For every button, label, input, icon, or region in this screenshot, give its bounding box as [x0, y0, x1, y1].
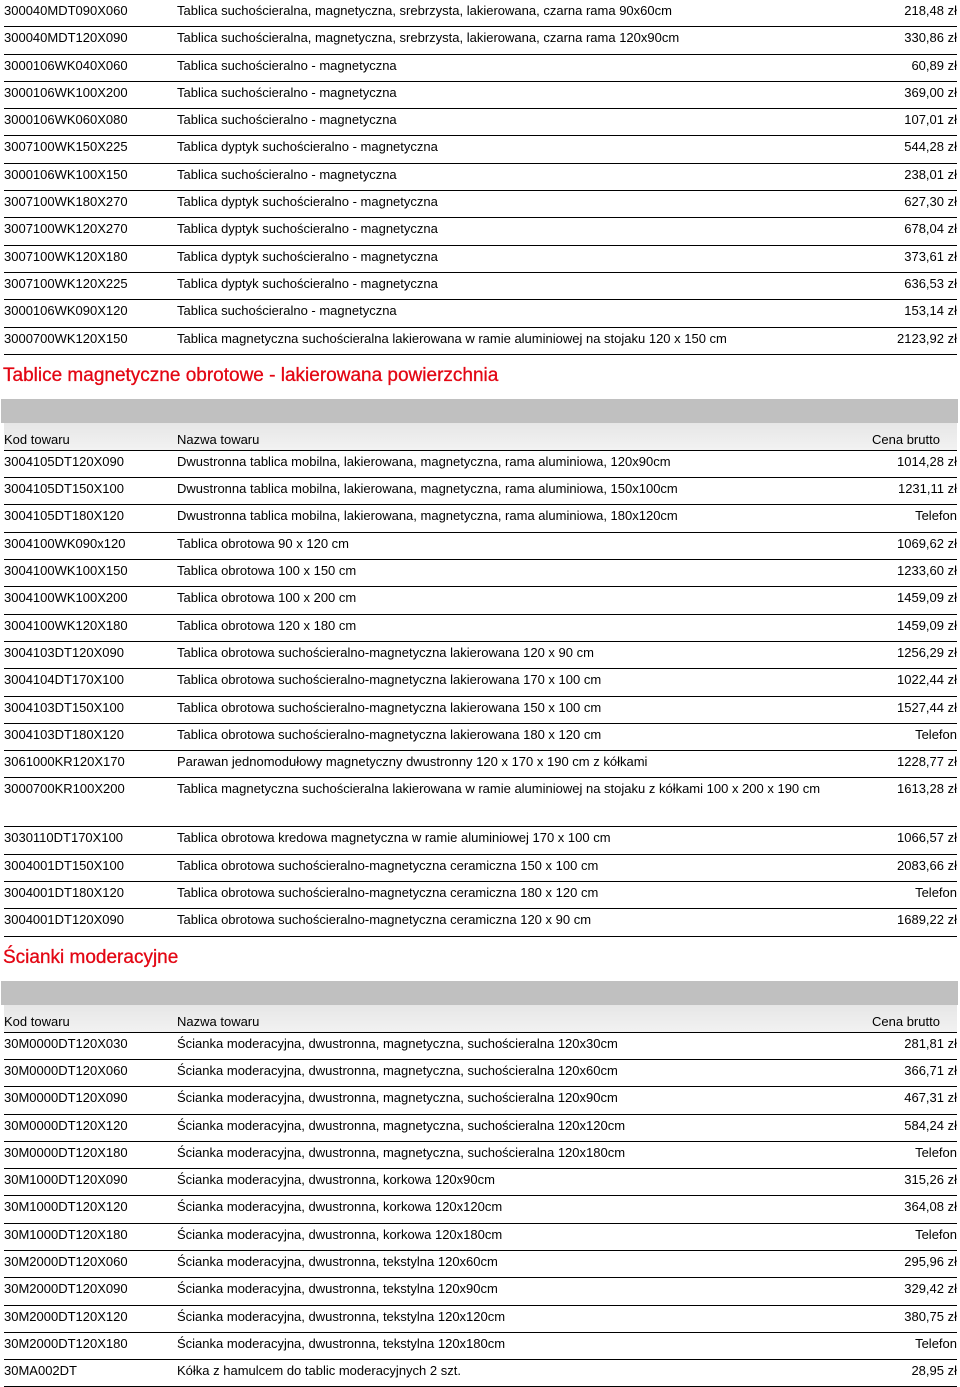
product-price: 584,24 zł [904, 1117, 957, 1133]
header-code: Kod towaru [4, 1013, 70, 1029]
table-row [4, 451, 957, 478]
table-row [4, 615, 957, 642]
product-code: 30M2000DT120X180 [4, 1335, 128, 1351]
product-name: Tablica obrotowa suchościeralno-magnetyczna ceramiczna 150 x 100 cm [177, 857, 599, 873]
product-price: 364,08 zł [904, 1199, 957, 1215]
product-code: 3000700WK120X150 [4, 330, 128, 346]
product-price: Telefon [915, 508, 957, 524]
product-name: Tablica suchościeralno - magnetyczna [177, 303, 397, 319]
product-price: 281,81 zł [904, 1035, 957, 1051]
product-code: 3004100WK100X150 [4, 563, 128, 579]
table-row [4, 109, 957, 136]
product-name: Tablica obrotowa 100 x 150 cm [177, 563, 357, 579]
product-code: 3030110DT170X100 [4, 830, 124, 846]
product-code: 3004105DT120X090 [4, 453, 124, 469]
product-name: Tablica magnetyczna suchościeralna lakierowana w ramie aluminiowej na stojaku z kółkami 100 x 200 x 190 cm [177, 781, 821, 797]
product-price: Telefon [915, 1226, 957, 1242]
product-code: 30M1000DT120X090 [4, 1172, 128, 1188]
product-code: 30M0000DT120X090 [4, 1090, 128, 1106]
product-name: Kółka z hamulcem do tablic moderacyjnych 2 szt. [177, 1363, 461, 1379]
product-price: Telefon [915, 885, 957, 901]
product-code: 30M2000DT120X060 [4, 1253, 128, 1269]
product-name: Tablica obrotowa kredowa magnetyczna w ramie aluminiowej 170 x 100 cm [177, 830, 611, 846]
product-name: Tablica dyptyk suchościeralno - magnetyczna [177, 248, 438, 264]
product-name: Tablica obrotowa suchościeralno-magnetyczna ceramiczna 180 x 120 cm [177, 885, 599, 901]
product-name: Tablica obrotowa suchościeralno-magnetyczna lakierowana 150 x 100 cm [177, 699, 602, 715]
product-code: 3061000KR120X170 [4, 754, 125, 770]
product-price: 315,26 zł [904, 1172, 957, 1188]
product-name: Parawan jednomodułowy magnetyczny dwustronny 120 x 170 x 190 cm z kółkami [177, 754, 648, 770]
table-row [4, 1278, 957, 1305]
table-row [4, 328, 957, 355]
product-code: 3000700KR100X200 [4, 781, 125, 797]
product-code: 30M0000DT120X060 [4, 1062, 128, 1078]
product-code: 30M1000DT120X180 [4, 1226, 128, 1242]
product-name: Dwustronna tablica mobilna, lakierowana, magnetyczna, rama aluminiowa, 150x100cm [177, 481, 678, 497]
product-price: 295,96 zł [904, 1253, 957, 1269]
table-row [4, 1333, 957, 1360]
section-title-moderation-walls: Ścianki moderacyjne [3, 946, 179, 968]
table-row [4, 909, 957, 936]
product-price: 369,00 zł [904, 84, 957, 100]
product-price: 330,86 zł [904, 30, 957, 46]
product-name: Ścianka moderacyjna, dwustronna, magnetyczna, suchościeralna 120x120cm [177, 1117, 626, 1133]
table-row [4, 882, 957, 909]
product-name: Ścianka moderacyjna, dwustronna, korkowa 120x120cm [177, 1199, 503, 1215]
product-code: 3004001DT180X120 [4, 885, 124, 901]
product-name: Ścianka moderacyjna, dwustronna, tekstylna 120x90cm [177, 1281, 498, 1297]
product-name: Tablica suchościeralno - magnetyczna [177, 57, 397, 73]
product-name: Tablica obrotowa 100 x 200 cm [177, 590, 357, 606]
product-price: 1069,62 zł [897, 535, 957, 551]
product-price: 1014,28 zł [897, 453, 957, 469]
product-name: Dwustronna tablica mobilna, lakierowana, magnetyczna, rama aluminiowa, 180x120cm [177, 508, 678, 524]
product-name: Tablica obrotowa suchościeralno-magnetyczna lakierowana 180 x 120 cm [177, 726, 602, 742]
table-row [4, 697, 957, 724]
table-row [4, 478, 957, 505]
product-price: 544,28 zł [904, 139, 957, 155]
product-price: 1689,22 zł [897, 912, 957, 928]
product-price: 366,71 zł [904, 1062, 957, 1078]
table-row [4, 82, 957, 109]
table-row [4, 533, 957, 560]
table-row [4, 273, 957, 300]
product-code: 3007100WK150X225 [4, 139, 128, 155]
product-code: 3004103DT120X090 [4, 644, 124, 660]
header-band [1, 399, 958, 423]
table-header [4, 423, 957, 451]
product-price: 636,53 zł [904, 275, 957, 291]
product-name: Ścianka moderacyjna, dwustronna, tekstylna 120x60cm [177, 1253, 498, 1269]
product-price: 1233,60 zł [897, 563, 957, 579]
table-row [4, 751, 957, 778]
product-code: 3004100WK120X180 [4, 617, 128, 633]
product-price: 1459,09 zł [897, 590, 957, 606]
product-price: 2123,92 zł [897, 330, 957, 346]
product-name: Ścianka moderacyjna, dwustronna, korkowa 120x90cm [177, 1172, 495, 1188]
product-name: Ścianka moderacyjna, dwustronna, magnetyczna, suchościeralna 120x60cm [177, 1062, 618, 1078]
table-header [4, 1005, 957, 1033]
product-code: 3004105DT150X100 [4, 481, 124, 497]
table-row [4, 27, 957, 54]
product-code: 30M0000DT120X120 [4, 1117, 128, 1133]
product-code: 3000106WK100X200 [4, 84, 128, 100]
product-name: Tablica dyptyk suchościeralno - magnetyczna [177, 275, 438, 291]
product-price: 373,61 zł [904, 248, 957, 264]
product-name: Tablica obrotowa suchościeralno-magnetyczna ceramiczna 120 x 90 cm [177, 912, 592, 928]
table-row [4, 1033, 957, 1060]
table-row [4, 505, 957, 532]
table-row [4, 560, 957, 587]
product-price: 107,01 zł [904, 112, 957, 128]
product-code: 3004100WK100X200 [4, 590, 128, 606]
table-row [4, 1224, 957, 1251]
product-name: Tablica suchościeralna, magnetyczna, srebrzysta, lakierowana, czarna rama 120x90cm [177, 30, 680, 46]
product-price: 329,42 zł [904, 1281, 957, 1297]
product-name: Ścianka moderacyjna, dwustronna, magnetyczna, suchościeralna 120x90cm [177, 1090, 618, 1106]
product-name: Tablica dyptyk suchościeralno - magnetyczna [177, 221, 438, 237]
product-code: 30M0000DT120X180 [4, 1144, 128, 1160]
product-price: 1459,09 zł [897, 617, 957, 633]
top-product-table [0, 0, 960, 355]
table-row [4, 1087, 957, 1114]
rotating-boards-table [0, 451, 960, 937]
product-price: Telefon [915, 1335, 957, 1351]
product-price: 1256,29 zł [897, 644, 957, 660]
product-code: 3007100WK120X270 [4, 221, 128, 237]
table-row [4, 136, 957, 163]
product-price: 1613,28 zł [897, 781, 957, 797]
header-code: Kod towaru [4, 431, 70, 447]
product-price: 1066,57 zł [897, 830, 957, 846]
product-price: 627,30 zł [904, 194, 957, 210]
product-price: Telefon [915, 1144, 957, 1160]
table-row [4, 1169, 957, 1196]
table-row [4, 1196, 957, 1223]
product-price: 678,04 zł [904, 221, 957, 237]
table-row [4, 55, 957, 82]
table-row [4, 246, 957, 273]
table-row [4, 1060, 957, 1087]
table-row [4, 0, 957, 27]
product-name: Ścianka moderacyjna, dwustronna, korkowa 120x180cm [177, 1226, 503, 1242]
product-name: Ścianka moderacyjna, dwustronna, tekstylna 120x120cm [177, 1308, 506, 1324]
product-price: 60,89 zł [911, 57, 957, 73]
product-name: Tablica obrotowa suchościeralno-magnetyczna lakierowana 170 x 100 cm [177, 672, 602, 688]
product-price: 238,01 zł [904, 166, 957, 182]
table-row [4, 218, 957, 245]
section-title-rotating-boards: Tablice magnetyczne obrotowe - lakierowana powierzchnia [3, 364, 499, 386]
table-row [4, 1251, 957, 1278]
table-row [4, 642, 957, 669]
product-code: 3004105DT180X120 [4, 508, 124, 524]
product-price: 380,75 zł [904, 1308, 957, 1324]
product-name: Ścianka moderacyjna, dwustronna, tekstylna 120x180cm [177, 1335, 506, 1351]
product-price: 2083,66 zł [897, 857, 957, 873]
header-name: Nazwa towaru [177, 431, 260, 447]
table-row [4, 587, 957, 614]
table-row [4, 724, 957, 751]
product-price: 467,31 zł [904, 1090, 957, 1106]
product-name: Tablica suchościeralno - magnetyczna [177, 112, 397, 128]
product-code: 3004001DT120X090 [4, 912, 124, 928]
product-code: 3000106WK060X080 [4, 112, 128, 128]
moderation-walls-table [0, 1033, 960, 1387]
product-name: Tablica obrotowa 120 x 180 cm [177, 617, 357, 633]
table-row [4, 1306, 957, 1333]
header-price: Cena brutto [872, 431, 940, 447]
product-code: 3004100WK090x120 [4, 535, 126, 551]
product-name: Tablica suchościeralno - magnetyczna [177, 84, 397, 100]
product-code: 300040MDT120X090 [4, 30, 128, 46]
product-code: 3007100WK120X180 [4, 248, 128, 264]
product-code: 3007100WK120X225 [4, 275, 128, 291]
product-name: Tablica suchościeralno - magnetyczna [177, 166, 397, 182]
product-price: 28,95 zł [911, 1363, 957, 1379]
product-name: Tablica dyptyk suchościeralno - magnetyczna [177, 194, 438, 210]
product-price: 218,48 zł [904, 3, 957, 18]
product-code: 3000106WK090X120 [4, 303, 128, 319]
table-row [4, 778, 957, 827]
product-code: 30M2000DT120X090 [4, 1281, 128, 1297]
header-price: Cena brutto [872, 1013, 940, 1029]
product-code: 3004001DT150X100 [4, 857, 124, 873]
product-price: 1527,44 zł [897, 699, 957, 715]
table-row [4, 669, 957, 696]
table-row [4, 855, 957, 882]
product-code: 30MA002DT [4, 1363, 77, 1379]
product-code: 3000106WK040X060 [4, 57, 128, 73]
product-code: 3004103DT180X120 [4, 726, 124, 742]
product-price: 1231,11 zł [897, 481, 957, 497]
table-row [4, 300, 957, 327]
product-code: 300040MDT090X060 [4, 3, 128, 18]
product-name: Tablica dyptyk suchościeralno - magnetyczna [177, 139, 438, 155]
table-row [4, 164, 957, 191]
table-row [4, 1360, 957, 1387]
product-price: 1228,77 zł [897, 754, 957, 770]
product-code: 3000106WK100X150 [4, 166, 128, 182]
product-name: Tablica suchościeralna, magnetyczna, srebrzysta, lakierowana, czarna rama 90x60cm [177, 3, 672, 18]
table-row [4, 1142, 957, 1169]
product-name: Tablica obrotowa suchościeralno-magnetyczna lakierowana 120 x 90 cm [177, 644, 594, 660]
header-band [1, 981, 958, 1005]
product-code: 3007100WK180X270 [4, 194, 128, 210]
product-name: Tablica magnetyczna suchościeralna lakierowana w ramie aluminiowej na stojaku 120 x 150 cm [177, 330, 727, 346]
product-code: 30M0000DT120X030 [4, 1035, 128, 1051]
product-price: 1022,44 zł [897, 672, 957, 688]
product-name: Ścianka moderacyjna, dwustronna, magnetyczna, suchościeralna 120x30cm [177, 1035, 618, 1051]
product-name: Ścianka moderacyjna, dwustronna, magnetyczna, suchościeralna 120x180cm [177, 1144, 626, 1160]
product-code: 3004104DT170X100 [4, 672, 124, 688]
product-code: 3004103DT150X100 [4, 699, 124, 715]
product-price: 153,14 zł [904, 303, 957, 319]
table-row [4, 191, 957, 218]
table-row [4, 827, 957, 854]
table-row [4, 1115, 957, 1142]
product-price: Telefon [915, 726, 957, 742]
header-name: Nazwa towaru [177, 1013, 260, 1029]
product-code: 30M1000DT120X120 [4, 1199, 128, 1215]
product-code: 30M2000DT120X120 [4, 1308, 128, 1324]
product-name: Dwustronna tablica mobilna, lakierowana, magnetyczna, rama aluminiowa, 120x90cm [177, 453, 671, 469]
product-name: Tablica obrotowa 90 x 120 cm [177, 535, 349, 551]
